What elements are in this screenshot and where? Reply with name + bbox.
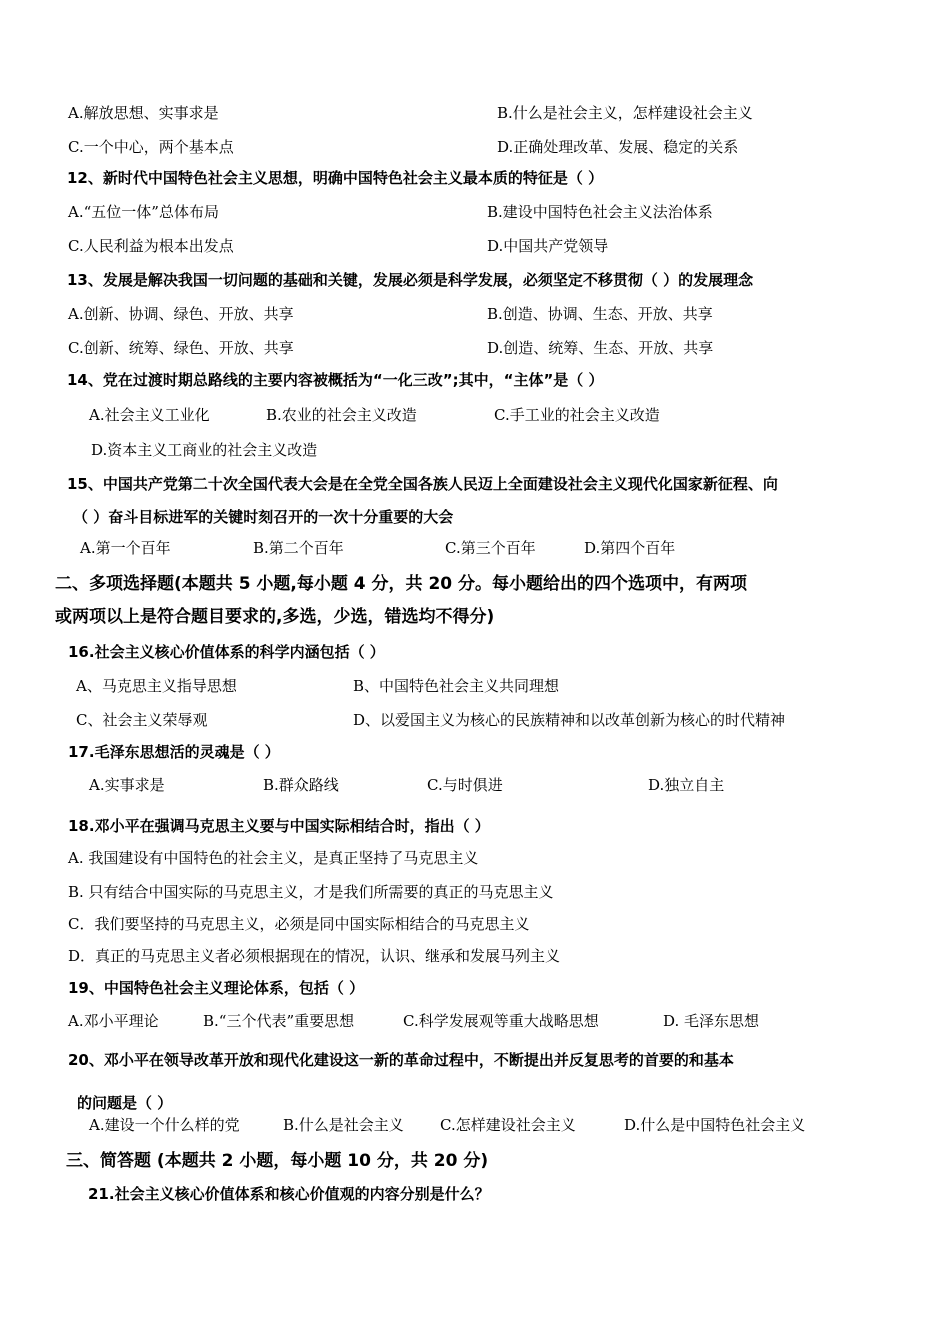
q19-option-d: D. 毛泽东思想 [663,1012,760,1030]
q12-stem: 12、新时代中国特色社会主义思想，明确中国特色社会主义最本质的特征是（ ） [67,169,604,187]
q17-option-a: A.实事求是 [89,776,165,794]
q14-option-d: D.资本主义工商业的社会主义改造 [91,441,318,459]
q13-option-a: A.创新、协调、绿色、开放、共享 [68,305,294,323]
q20-stem-line2: 的问题是（ ） [77,1094,173,1112]
q19-option-a: A.邓小平理论 [68,1012,159,1030]
q14-stem: 14、党在过渡时期总路线的主要内容被概括为“一化三改”;其中，“主体”是（ ） [67,371,604,389]
q15-option-c: C.第三个百年 [445,539,536,557]
q19-option-b: B.“三个代表”重要思想 [203,1012,355,1030]
q19-stem: 19、中国特色社会主义理论体系，包括（ ） [68,979,365,997]
q15-option-d: D.第四个百年 [584,539,676,557]
q18-option-d: D．真正的马克思主义者必须根据现在的情况，认识、继承和发展马列主义 [68,947,561,965]
q12-option-c: C.人民利益为根本出发点 [68,237,234,255]
q17-option-d: D.独立自主 [648,776,725,794]
q15-stem-line2: （ ）奋斗目标进军的关键时刻召开的一次十分重要的大会 [73,508,454,526]
section-2-header-line1: 二、多项选择题(本题共 5 小题,每小题 4 分，共 20 分。每小题给出的四个选项中，有两项 [55,574,748,594]
q16-stem: 16.社会主义核心价值体系的科学内涵包括（ ） [68,643,385,661]
q16-option-b: B、中国特色社会主义共同理想 [353,677,560,695]
q14-option-a: A.社会主义工业化 [89,406,210,424]
q18-option-c: C．我们要坚持的马克思主义，必须是同中国实际相结合的马克思主义 [68,915,530,933]
q12-option-a: A.“五位一体”总体布局 [68,203,219,221]
q15-option-a: A.第一个百年 [80,539,171,557]
q21-stem: 21.社会主义核心价值体系和核心价值观的内容分别是什么？ [88,1185,490,1203]
q19-option-c: C.科学发展观等重大战略思想 [403,1012,599,1030]
q15-option-b: B.第二个百年 [253,539,344,557]
q17-option-b: B.群众路线 [263,776,339,794]
q18-option-b: B. 只有结合中国实际的马克思主义，才是我们所需要的真正的马克思主义 [68,883,554,901]
q11-option-d: D.正确处理改革、发展、稳定的关系 [497,138,739,156]
q12-option-b: B.建设中国特色社会主义法治体系 [487,203,713,221]
q11-option-b: B.什么是社会主义，怎样建设社会主义 [497,104,753,122]
q11-option-a: A.解放思想、实事求是 [68,104,219,122]
q13-option-d: D.创造、统筹、生态、开放、共享 [487,339,714,357]
q12-option-d: D.中国共产党领导 [487,237,609,255]
q17-stem: 17.毛泽东思想活的灵魂是（ ） [68,743,280,761]
q14-option-b: B.农业的社会主义改造 [266,406,417,424]
q20-stem-line1: 20、邓小平在领导改革开放和现代化建设这一新的革命过程中，不断提出并反复思考的首要的和基本 [68,1051,734,1069]
q17-option-c: C.与时俱进 [427,776,503,794]
q13-option-b: B.创造、协调、生态、开放、共享 [487,305,713,323]
q18-option-a: A. 我国建设有中国特色的社会主义，是真正坚持了马克思主义 [68,849,479,867]
q20-option-b: B.什么是社会主义 [283,1116,404,1134]
q16-option-d: D、以爱国主义为核心的民族精神和以改革创新为核心的时代精神 [353,711,786,729]
q16-option-c: C、社会主义荣辱观 [76,711,208,729]
q13-stem: 13、发展是解决我国一切问题的基础和关键，发展必须是科学发展，必须坚定不移贯彻（ ）的发展理念 [67,271,754,289]
q20-option-a: A.建设一个什么样的党 [89,1116,240,1134]
q18-stem: 18.邓小平在强调马克思主义要与中国实际相结合时，指出（ ） [68,817,490,835]
section-3-header: 三、简答题 (本题共 2 小题，每小题 10 分，共 20 分) [66,1151,489,1171]
q20-option-d: D.什么是中国特色社会主义 [624,1116,806,1134]
q16-option-a: A、马克思主义指导思想 [76,677,237,695]
q11-option-c: C.一个中心，两个基本点 [68,138,234,156]
q14-option-c: C.手工业的社会主义改造 [494,406,660,424]
q15-stem-line1: 15、中国共产党第二十次全国代表大会是在全党全国各族人民迈上全面建设社会主义现代化国家新征程、向 [67,475,778,493]
q13-option-c: C.创新、统筹、绿色、开放、共享 [68,339,294,357]
q20-option-c: C.怎样建设社会主义 [440,1116,576,1134]
section-2-header-line2: 或两项以上是符合题目要求的,多选，少选，错选均不得分) [55,607,495,627]
